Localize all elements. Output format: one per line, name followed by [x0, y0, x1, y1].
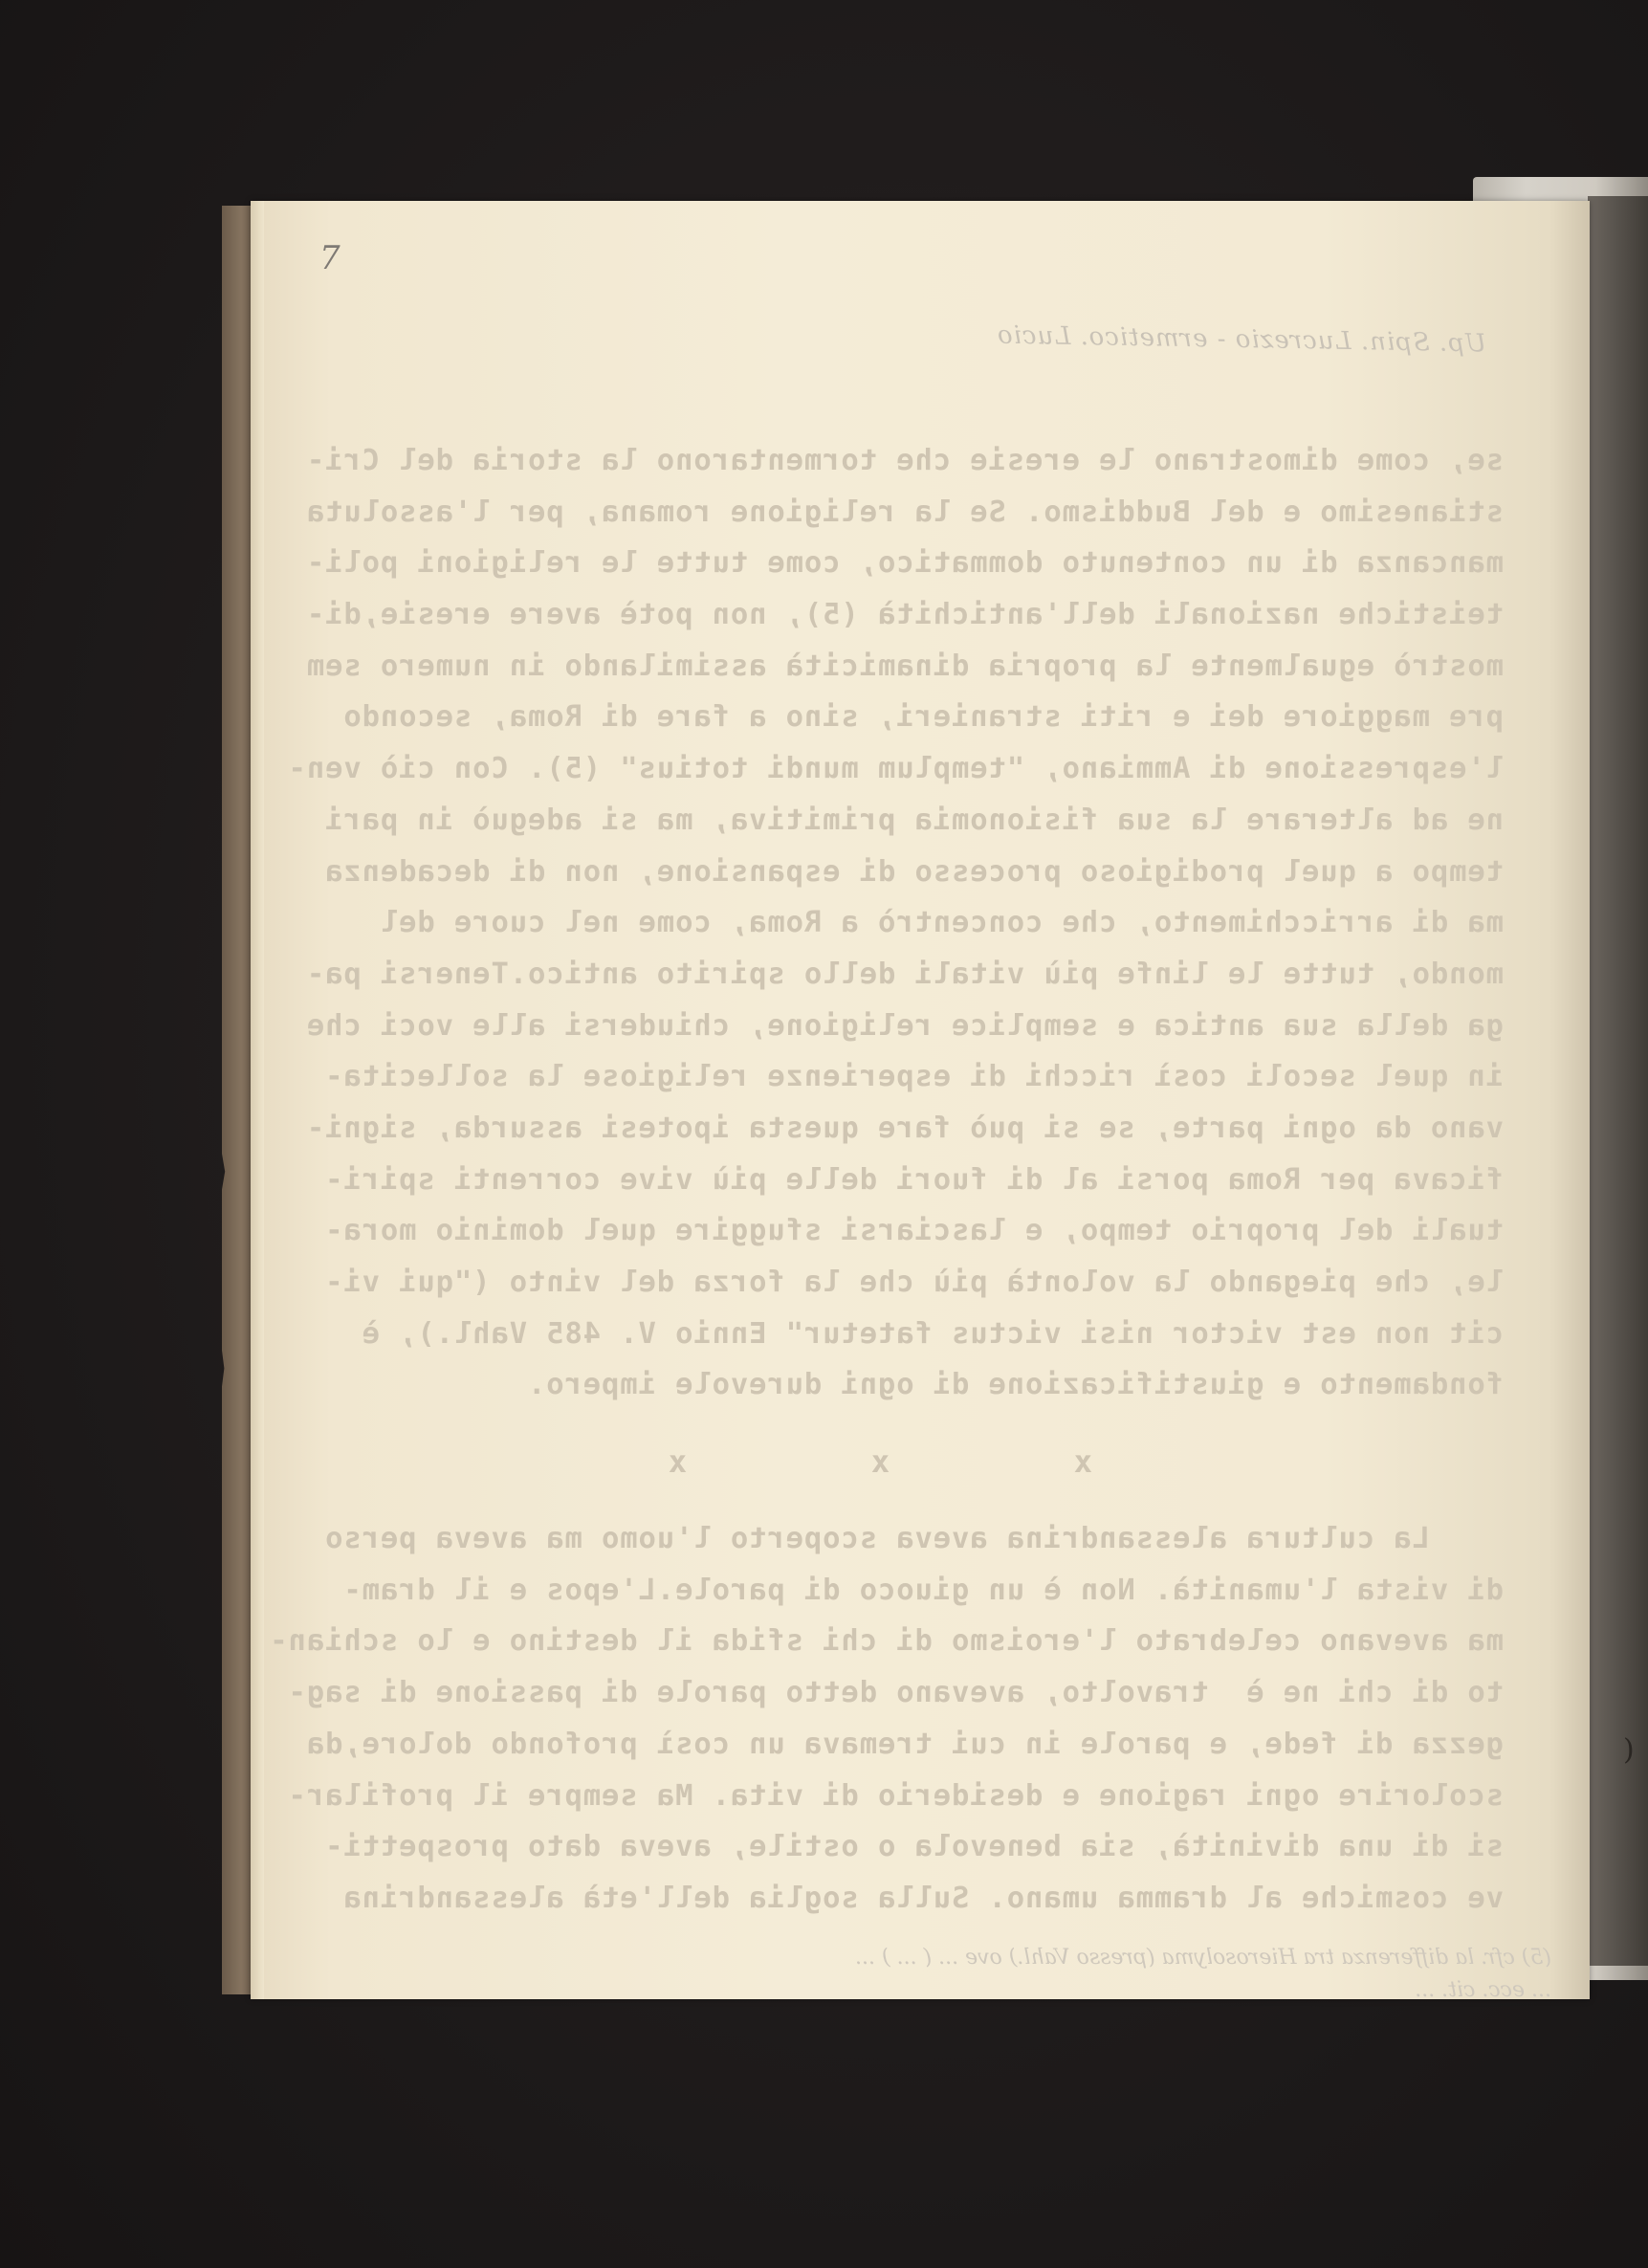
text-line: si di una divinità, sia benevola o ostile, aveva dato prospetti- — [324, 1830, 1504, 1864]
document-page — [251, 201, 1590, 2002]
text-line: fondamento e giustificazione di ogni durevole impero. — [527, 1368, 1504, 1402]
pencil-annotation: Up. Spin. Lucrezio - ermetico. Lucio — [996, 320, 1487, 359]
text-line: to di chi ne è travolto, avevano detto parole di passione di sag- — [287, 1676, 1504, 1710]
text-line: ma avevano celebrato l'eroismo di chi sfida il destino e lo schian- — [269, 1624, 1504, 1659]
section-separator: x x x — [668, 1443, 1092, 1481]
text-line: tuali del proprio tempo, e lasciarsi sfuggire quel dominio mora- — [324, 1214, 1504, 1248]
margin-mark: ) — [1623, 1733, 1635, 1767]
book-cover-edge — [1588, 196, 1648, 1966]
text-line: mostrò egualmente la propria dinamicità assimilando in numero sem — [305, 649, 1504, 683]
text-line: pre maggiore dei e riti stranieri, sino a fare di Roma, secondo — [342, 700, 1504, 735]
footnote-line: ... ecc. cit. ... — [1415, 1978, 1551, 2002]
text-line: se, come dimostrano le eresie che tormentarono la storia del Cri- — [305, 444, 1504, 477]
text-line: di vista l'umanità. Non è un giuoco di parole.L'epos e il dram- — [342, 1573, 1504, 1607]
text-line: vano da ogni parte, se si può fare questa ipotesi assurda, signi- — [305, 1111, 1504, 1145]
page-number: 7 — [319, 239, 341, 277]
text-line: teistiche nazionali dell'antichità (5), non potè avere eresie,di- — [305, 598, 1504, 632]
bleed-through-text — [269, 435, 1504, 1925]
text-line: cit non est victor nisi victus fatetur" Ennio V. 485 Vahl.), è — [361, 1316, 1504, 1351]
text-line: La cultura alessandrina aveva scoperto l'uomo ma aveva perso — [324, 1522, 1504, 1556]
text-line: tempo a quel prodigioso processo di espansione, non di decadenza — [324, 854, 1504, 889]
page-inner-fold — [251, 201, 264, 1999]
footnote-line: (5) cfr. la differenza tra Hierosolyma (presso Vahl.) ove ... ( ... ) ... — [855, 1946, 1551, 1970]
paragraph-2 — [269, 1513, 1504, 1925]
text-line: mondo, tutte le linfe più vitali dello spirito antico.Tenersi pa- — [305, 957, 1504, 991]
text-line: ne ad alterare la sua fisionomia primitiva, ma si adeguò in pari — [324, 803, 1504, 837]
text-line: l'espressione di Ammiano, "templum mundi totius" (5). Con ciò ven- — [287, 752, 1504, 786]
paragraph-1 — [287, 435, 1504, 1411]
text-line: gezza di fede, e parole in cui tremava un così profondo dolore,da — [305, 1727, 1504, 1761]
text-line: ficava per Roma porsi al di fuori delle più vive correnti spiri- — [324, 1162, 1504, 1197]
text-line: le, che piegando la volontà più che la forza del vinto ("qui vi- — [324, 1266, 1504, 1299]
text-line: stianesimo e del Buddismo. Se la religione romana, per l'assoluta — [305, 495, 1504, 529]
text-line: mancanza di un contenuto dommatico, come tutte le religioni poli- — [305, 546, 1504, 581]
text-line: ma di arricchimento, che concentrò a Roma, come nel cuore del — [379, 906, 1504, 940]
text-line: ve cosmiche al dramma umano. Sulla soglia dell'età alessandrina — [342, 1881, 1504, 1915]
footnote — [308, 1942, 1551, 2007]
text-line: ga della sua antica e semplice religione, chiudersi alle voci che — [305, 1008, 1504, 1043]
text-line: scolorire ogni ragione e desiderio di vita. Ma sempre il profilar- — [287, 1778, 1504, 1813]
text-line: in quel secoli così ricchi di esperienze religiose la sollecita- — [324, 1060, 1504, 1094]
